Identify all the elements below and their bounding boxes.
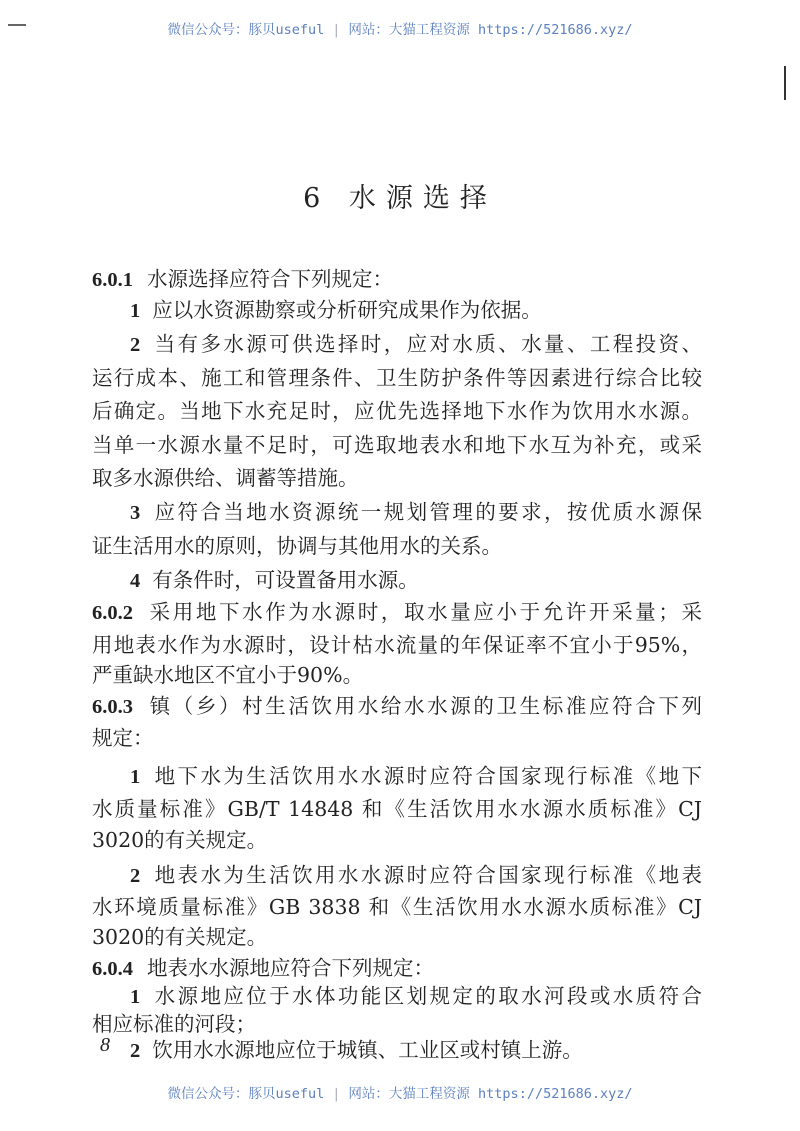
text-line [130, 763, 702, 790]
line-text: 3020的有关规定。 [92, 925, 268, 949]
text-line [92, 725, 702, 751]
clause-number: 6.0.1 [92, 269, 133, 291]
text-line [92, 796, 702, 822]
line-text: 用地表水作为水源时，设计枯水流量的年保证率不宜小于95%， [92, 633, 702, 657]
line-text: 严重缺水地区不宜小于90%。 [92, 663, 364, 687]
line-text: 镇（乡）村生活饮用水给水水源的卫生标准应符合下列 [147, 694, 702, 718]
line-text: 水环境质量标准》GB 3838 和《生活饮用水水源水质标准》CJ [92, 895, 702, 919]
line-text: 地下水为生活饮用水水源时应符合国家现行标准《地下 [152, 764, 702, 788]
item-number: 3 [130, 502, 141, 524]
watermark-wechat: 微信公众号：豚贝useful [167, 1086, 325, 1102]
text-line [92, 894, 702, 920]
item-number: 1 [130, 986, 141, 1008]
line-text: 应符合当地水资源统一规划管理的要求，按优质水源保 [152, 500, 702, 524]
chapter-title: 6 水源选择 [303, 183, 497, 214]
text-line [92, 398, 702, 424]
watermark-top [0, 18, 800, 38]
line-text: 运行成本、施工和管理条件、卫生防护条件等因素进行综合比较 [92, 366, 702, 390]
clause-number: 6.0.2 [92, 602, 133, 624]
watermark-bottom [0, 1082, 800, 1102]
page-number: 8 [100, 1034, 110, 1056]
line-text: 相应标准的河段； [92, 1012, 256, 1036]
line-text: 地表水为生活饮用水水源时应符合国家现行标准《地表 [152, 863, 702, 887]
item-number: 4 [130, 570, 141, 592]
line-text: 取多水源供给、调蓄等措施。 [92, 466, 359, 490]
line-text: 应以水资源勘察或分析研究成果作为依据。 [152, 298, 542, 322]
watermark-website: 网站：大猫工程资源 https://521686.xyz/ [348, 22, 633, 38]
item-number: 2 [130, 865, 141, 887]
line-text: 水源选择应符合下列规定： [147, 267, 393, 291]
text-line [92, 465, 702, 491]
line-text: 水质量标准》GB/T 14848 和《生活饮用水水源水质标准》CJ [92, 797, 702, 821]
line-text: 有条件时，可设置备用水源。 [152, 568, 419, 592]
text-line [130, 331, 702, 358]
item-number: 2 [130, 334, 141, 356]
line-text: 饮用水水源地应位于城镇、工业区或村镇上游。 [152, 1038, 583, 1062]
text-line [130, 567, 702, 594]
line-text: 后确定。当地下水充足时，应优先选择地下水作为饮用水水源。 [92, 399, 702, 423]
text-line [92, 533, 702, 559]
watermark-separator: | [332, 22, 341, 38]
text-line [92, 1011, 702, 1037]
text-line [130, 1037, 702, 1064]
text-line [130, 983, 702, 1010]
line-text: 规定： [92, 726, 154, 750]
line-text: 当有多水源可供选择时，应对水质、水量、工程投资、 [152, 332, 702, 356]
scan-mark [784, 66, 786, 100]
clause-number: 6.0.4 [92, 958, 133, 980]
item-number: 2 [130, 1040, 141, 1062]
text-line [92, 432, 702, 458]
line-text: 水源地应位于水体功能区划规定的取水河段或水质符合 [152, 984, 702, 1008]
text-line [92, 693, 702, 720]
text-line [92, 955, 702, 982]
text-line [92, 365, 702, 391]
item-number: 1 [130, 300, 141, 322]
line-text: 当单一水源水量不足时，可选取地表水和地下水互为补充，或采 [92, 433, 702, 457]
text-line [92, 924, 702, 950]
text-line [92, 266, 702, 293]
text-line [130, 862, 702, 889]
line-text: 3020的有关规定。 [92, 828, 268, 852]
line-text: 地表水水源地应符合下列规定： [147, 956, 434, 980]
text-line [92, 827, 702, 853]
item-number: 1 [130, 766, 141, 788]
text-line [92, 662, 702, 688]
watermark-separator: | [332, 1086, 341, 1102]
text-line [92, 632, 702, 658]
watermark-website: 网站：大猫工程资源 https://521686.xyz/ [348, 1086, 633, 1102]
line-text: 采用地下水作为水源时，取水量应小于允许开采量；采 [147, 600, 702, 624]
watermark-wechat: 微信公众号：豚贝useful [167, 22, 325, 38]
clause-number: 6.0.3 [92, 696, 133, 718]
line-text: 证生活用水的原则，协调与其他用水的关系。 [92, 534, 502, 558]
text-line [92, 599, 702, 626]
text-line [130, 499, 702, 526]
text-line [130, 297, 702, 324]
